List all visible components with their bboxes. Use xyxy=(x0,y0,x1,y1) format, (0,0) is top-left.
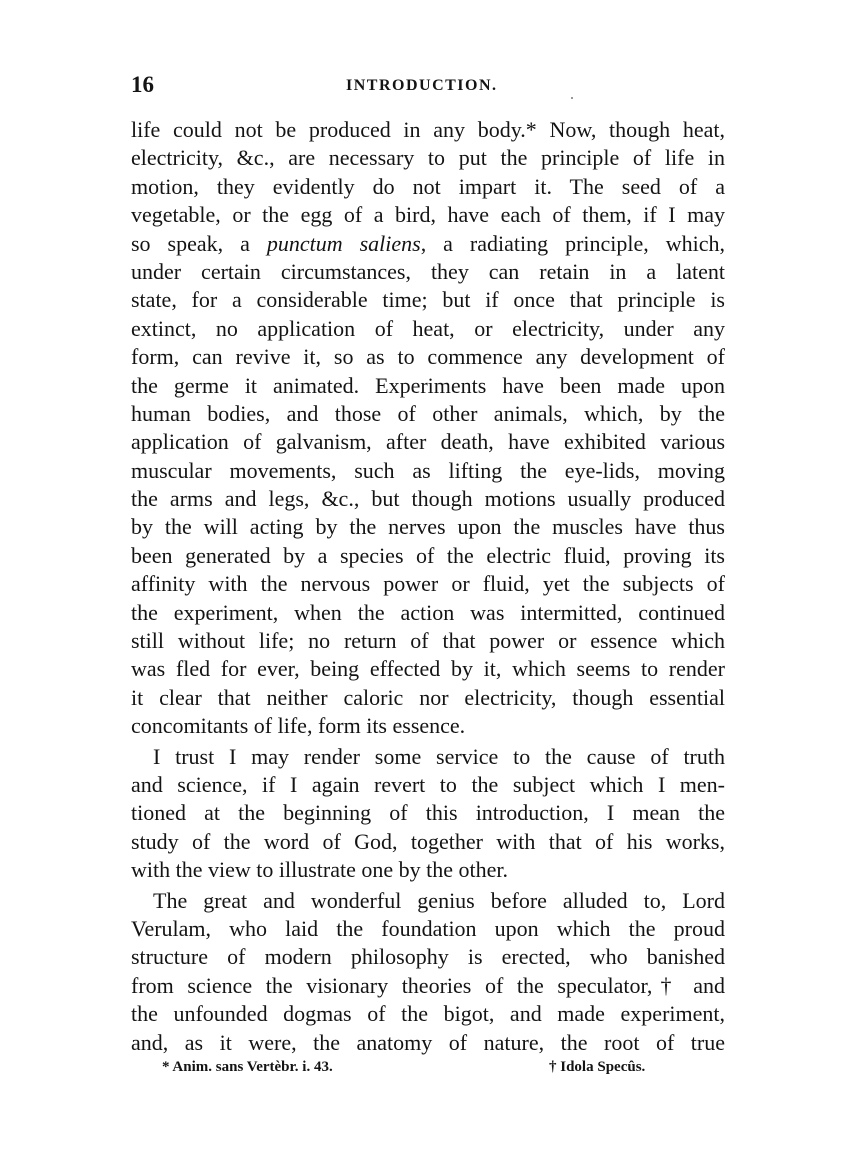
text-line-with-italic: so speak, a punctum saliens, a radiating principle, which, xyxy=(131,230,725,256)
footnote-anim: * Anim. sans Vertèbr. i. 43. xyxy=(162,1059,333,1075)
text-line: human bodies, and those of other animals, which, by the xyxy=(131,400,725,426)
paragraph-1 xyxy=(131,116,725,741)
text-line: the germe it animated. Experiments have been made upon xyxy=(131,372,725,398)
body-text xyxy=(131,116,725,1057)
paragraph-2 xyxy=(131,743,725,885)
text-line: the arms and legs, &c., but though motions usually produced xyxy=(131,486,725,512)
text-line: affinity with the nervous power or fluid, yet the subjects of xyxy=(131,571,725,597)
text-line: structure of modern philosophy is erected, who banished xyxy=(131,944,725,970)
text-line: The great and wonderful genius before alluded to, Lord xyxy=(153,887,725,913)
running-head: INTRODUCTION. xyxy=(346,77,498,94)
text-line: from science the visionary theories of the speculator,† and xyxy=(131,972,725,998)
text-line: was fled for ever, being effected by it, which seems to render xyxy=(131,656,725,682)
text-line: concomitants of life, form its essence. xyxy=(131,713,466,739)
text-line: state, for a considerable time; but if once that principle is xyxy=(131,287,725,313)
footnote-idola: † Idola Specûs. xyxy=(549,1059,646,1075)
italic-phrase: punctum saliens xyxy=(266,230,421,256)
text-line: the experiment, when the action was intermitted, continued xyxy=(131,599,725,625)
text-line: under certain circumstances, they can retain in a latent xyxy=(131,258,725,284)
text-line: muscular movements, such as lifting the eye-lids, moving xyxy=(131,457,725,483)
text-line: the unfounded dogmas of the bigot, and made experiment, xyxy=(131,1001,725,1027)
text-line: and, as it were, the anatomy of nature, the root of true xyxy=(131,1029,725,1055)
text-line: I trust I may render some service to the cause of truth xyxy=(153,743,725,769)
text-line: with the view to illustrate one by the other. xyxy=(131,857,508,883)
text-line: extinct, no application of heat, or electricity, under any xyxy=(131,315,725,341)
text-line: vegetable, or the egg of a bird, have each of them, if I may xyxy=(131,202,725,228)
text-line: still without life; no return of that power or essence which xyxy=(131,628,725,654)
text-line: by the will acting by the nerves upon the muscles have thus xyxy=(131,514,725,540)
text-line: motion, they evidently do not impart it. The seed of a xyxy=(131,173,725,199)
page-header xyxy=(131,72,723,102)
text-line: form, can revive it, so as to commence any development of xyxy=(131,344,725,370)
ink-speck xyxy=(571,97,573,99)
text-line: electricity, &c., are necessary to put the principle of life in xyxy=(131,145,725,171)
footnotes xyxy=(162,1059,702,1081)
text-line: it clear that neither caloric nor electricity, though essential xyxy=(131,684,725,710)
text-line: study of the word of God, together with that of his works, xyxy=(131,828,725,854)
text-line: Verulam, who laid the foundation upon which the proud xyxy=(131,915,725,941)
text-line: application of galvanism, after death, have exhibited various xyxy=(131,429,725,455)
page-number: 16 xyxy=(131,72,154,97)
text-line: tioned at the beginning of this introduction, I mean the xyxy=(131,800,725,826)
paragraph-3 xyxy=(131,887,725,1057)
text-line: life could not be produced in any body.* Now, though heat, xyxy=(131,117,725,142)
text-line: and science, if I again revert to the subject which I men- xyxy=(131,771,725,797)
text-line: been generated by a species of the electric fluid, proving its xyxy=(131,542,725,568)
